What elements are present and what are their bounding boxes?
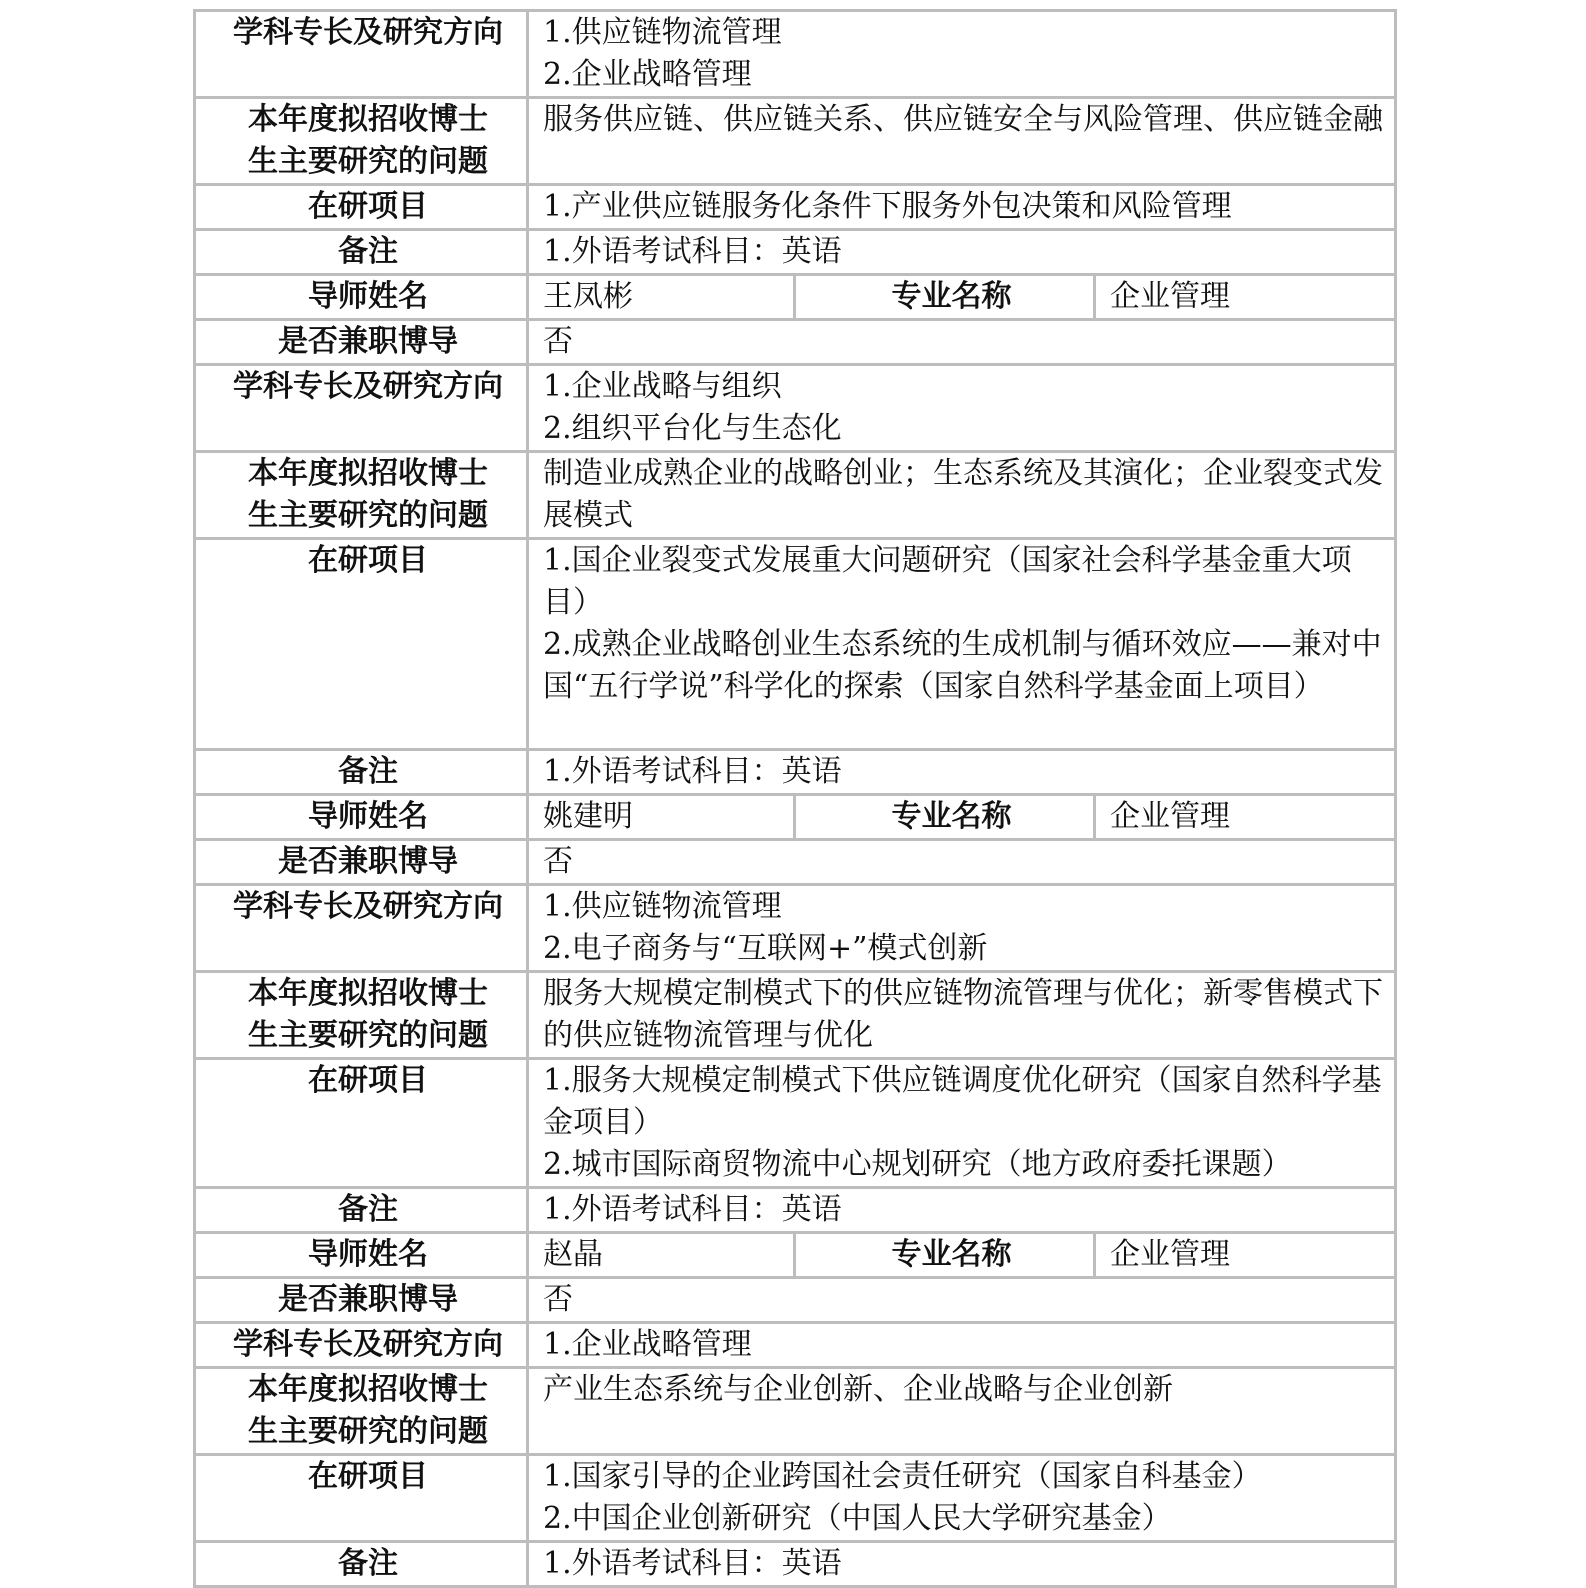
value-projects [528, 1455, 1396, 1542]
value-research-field [528, 1323, 1396, 1368]
value-major-name: 企业管理 [1095, 795, 1396, 840]
value-phd-topics: 制造业成熟企业的战略创业；生态系统及其演化；企业裂变式发展模式 [528, 452, 1396, 539]
label-projects: 在研项目 [195, 185, 528, 230]
research-field-item: 1.企业战略管理 [543, 1327, 752, 1362]
label-notes: 备注 [195, 230, 528, 275]
value-part-time: 否 [528, 840, 1396, 885]
row-projects [195, 1059, 1396, 1188]
value-phd-topics: 服务大规模定制模式下的供应链物流管理与优化；新零售模式下的供应链物流管理与优化 [528, 972, 1396, 1059]
label-line: 生主要研究的问题 [248, 1018, 488, 1053]
value-phd-topics: 服务供应链、供应链关系、供应链安全与风险管理、供应链金融 [528, 98, 1396, 185]
row-research-field [195, 1323, 1396, 1368]
value-notes: 1.外语考试科目：英语 [528, 1188, 1396, 1233]
value-major-name: 企业管理 [1095, 275, 1396, 320]
value-advisor-name: 姚建明 [528, 795, 795, 840]
value-projects [528, 539, 1396, 750]
label-phd-topics [195, 972, 528, 1059]
research-field-item: 1.供应链物流管理 [543, 15, 782, 50]
research-field-item: 2.电子商务与“互联网+”模式创新 [543, 931, 988, 966]
research-field-item: 2.企业战略管理 [543, 57, 752, 92]
value-projects [528, 185, 1396, 230]
project-item: 1.产业供应链服务化条件下服务外包决策和风险管理 [543, 189, 1232, 224]
row-research-field [195, 365, 1396, 452]
label-projects: 在研项目 [195, 539, 528, 750]
value-projects [528, 1059, 1396, 1188]
row-projects [195, 185, 1396, 230]
label-advisor-name: 导师姓名 [195, 1233, 528, 1278]
row-advisor [195, 1233, 1396, 1278]
research-field-item: 2.组织平台化与生态化 [543, 411, 842, 446]
value-advisor-name: 王凤彬 [528, 275, 795, 320]
label-projects: 在研项目 [195, 1059, 528, 1188]
label-line: 生主要研究的问题 [248, 144, 488, 179]
label-major-name: 专业名称 [795, 275, 1095, 320]
research-field-item: 1.供应链物流管理 [543, 889, 782, 924]
row-part-time [195, 1278, 1396, 1323]
row-research-field [195, 885, 1396, 972]
row-notes [195, 1188, 1396, 1233]
label-major-name: 专业名称 [795, 1233, 1095, 1278]
label-line: 本年度拟招收博士 [248, 456, 488, 491]
label-research-field: 学科专长及研究方向 [195, 885, 528, 972]
label-phd-topics [195, 98, 528, 185]
value-phd-topics: 产业生态系统与企业创新、企业战略与企业创新 [528, 1368, 1396, 1455]
label-part-time: 是否兼职博导 [195, 840, 528, 885]
label-line: 生主要研究的问题 [248, 1414, 488, 1449]
project-item: 1.国家引导的企业跨国社会责任研究（国家自科基金） [543, 1459, 1262, 1494]
row-part-time [195, 840, 1396, 885]
value-notes: 1.外语考试科目：英语 [528, 230, 1396, 275]
project-item: 2.中国企业创新研究（中国人民大学研究基金） [543, 1501, 1172, 1536]
project-item: 2.城市国际商贸物流中心规划研究（地方政府委托课题） [543, 1147, 1292, 1182]
value-major-name: 企业管理 [1095, 1233, 1396, 1278]
row-projects [195, 539, 1396, 750]
label-major-name: 专业名称 [795, 795, 1095, 840]
row-advisor [195, 795, 1396, 840]
row-advisor [195, 275, 1396, 320]
value-research-field [528, 365, 1396, 452]
row-research-field [195, 11, 1396, 98]
value-notes: 1.外语考试科目：英语 [528, 1542, 1396, 1587]
advisor-info-table [193, 9, 1397, 1588]
label-notes: 备注 [195, 750, 528, 795]
value-part-time: 否 [528, 320, 1396, 365]
value-part-time: 否 [528, 1278, 1396, 1323]
project-item: 2.成熟企业战略创业生态系统的生成机制与循环效应——兼对中国“五行学说”科学化的探索（国家自然科学基金面上项目） [543, 627, 1382, 704]
project-item: 1.服务大规模定制模式下供应链调度优化研究（国家自然科学基金项目） [543, 1063, 1382, 1140]
label-phd-topics [195, 452, 528, 539]
label-line: 本年度拟招收博士 [248, 102, 488, 137]
label-line: 本年度拟招收博士 [248, 1372, 488, 1407]
row-phd-topics [195, 98, 1396, 185]
label-advisor-name: 导师姓名 [195, 795, 528, 840]
label-advisor-name: 导师姓名 [195, 275, 528, 320]
label-research-field: 学科专长及研究方向 [195, 365, 528, 452]
label-phd-topics [195, 1368, 528, 1455]
value-research-field [528, 885, 1396, 972]
row-notes [195, 1542, 1396, 1587]
research-field-item: 1.企业战略与组织 [543, 369, 782, 404]
row-phd-topics [195, 1368, 1396, 1455]
row-phd-topics [195, 452, 1396, 539]
label-part-time: 是否兼职博导 [195, 320, 528, 365]
label-line: 生主要研究的问题 [248, 498, 488, 533]
label-part-time: 是否兼职博导 [195, 1278, 528, 1323]
row-part-time [195, 320, 1396, 365]
label-notes: 备注 [195, 1188, 528, 1233]
label-notes: 备注 [195, 1542, 528, 1587]
label-line: 本年度拟招收博士 [248, 976, 488, 1011]
project-item: 1.国企业裂变式发展重大问题研究（国家社会科学基金重大项目） [543, 543, 1352, 620]
label-research-field: 学科专长及研究方向 [195, 11, 528, 98]
label-research-field: 学科专长及研究方向 [195, 1323, 528, 1368]
value-notes: 1.外语考试科目：英语 [528, 750, 1396, 795]
value-research-field [528, 11, 1396, 98]
value-advisor-name: 赵晶 [528, 1233, 795, 1278]
row-notes [195, 750, 1396, 795]
row-phd-topics [195, 972, 1396, 1059]
row-notes [195, 230, 1396, 275]
row-projects [195, 1455, 1396, 1542]
label-projects: 在研项目 [195, 1455, 528, 1542]
